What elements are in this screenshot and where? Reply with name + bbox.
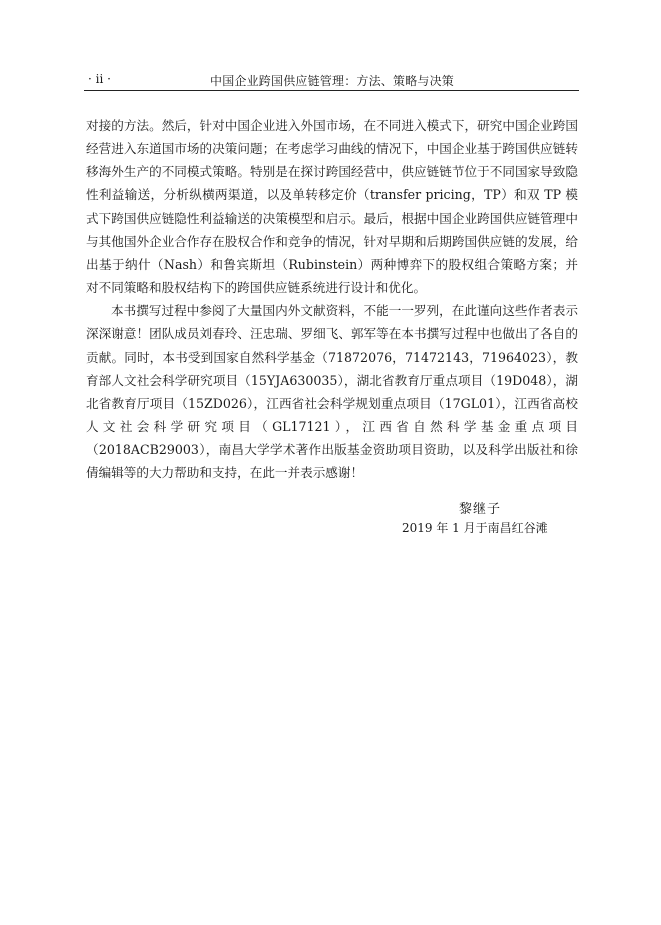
author-signature: 黎继子 — [459, 502, 502, 517]
page-number: · ii · — [88, 72, 111, 86]
paragraph-1: 对接的方法。然后，针对中国企业进入外国市场，在不同进入模式下，研究中国企业跨国经营进入东道国市场的决策问题；在考虑学习曲线的情况下，中国企业基于跨国供应链转移海外生产的不同模式策略。特别是在探讨跨国经营中，供应链链节位于不同国家导致隐性利益输送，分析纵横两渠道，以及单转移定价（transfer pricing，TP）和双 TP 模式下跨国供应链隐性利益输送的决策模型和启示。最后，根据中国企业跨国供应链管理中与其他国外企业合作存在股权合作和竞争的情况，针对早期和后期跨国供应链的发展，给出基于纳什（Nash）和鲁宾斯坦（Rubinstein）两种博弈下的股权组合策略方案；并对不同策略和股权结构下的跨国供应链系统进行设计和优化。 — [86, 118, 578, 296]
body-text — [86, 114, 578, 485]
page-header — [84, 70, 579, 91]
paragraph-2: 本书撰写过程中参阅了大量国内外文献资料，不能一一罗列，在此谨向这些作者表示深深谢意！团队成员刘春玲、汪忠瑞、罗细飞、郭军等在本书撰写过程中也做出了各自的贡献。同时，本书受到国家自然科学基金（71872076，71472143，71964023），教育部人文社会科学研究项目（15YJA630035），湖北省教育厅重点项目（19D048），湖北省教育厅项目（15ZD026），江西省社会科学规划重点项目（17GL01），江西省高校人文社会科学研究项目（GL17121），江西省自然科学基金重点项目（2018ACB29003），南昌大学学术著作出版基金资助项目资助，以及科学出版社和徐倩编辑等的大力帮助和支持，在此一并表示感谢！ — [86, 303, 578, 481]
date-line: 2019 年 1 月于南昌红谷滩 — [402, 521, 548, 535]
running-title: 中国企业跨国供应链管理：方法、策略与决策 — [210, 74, 455, 88]
